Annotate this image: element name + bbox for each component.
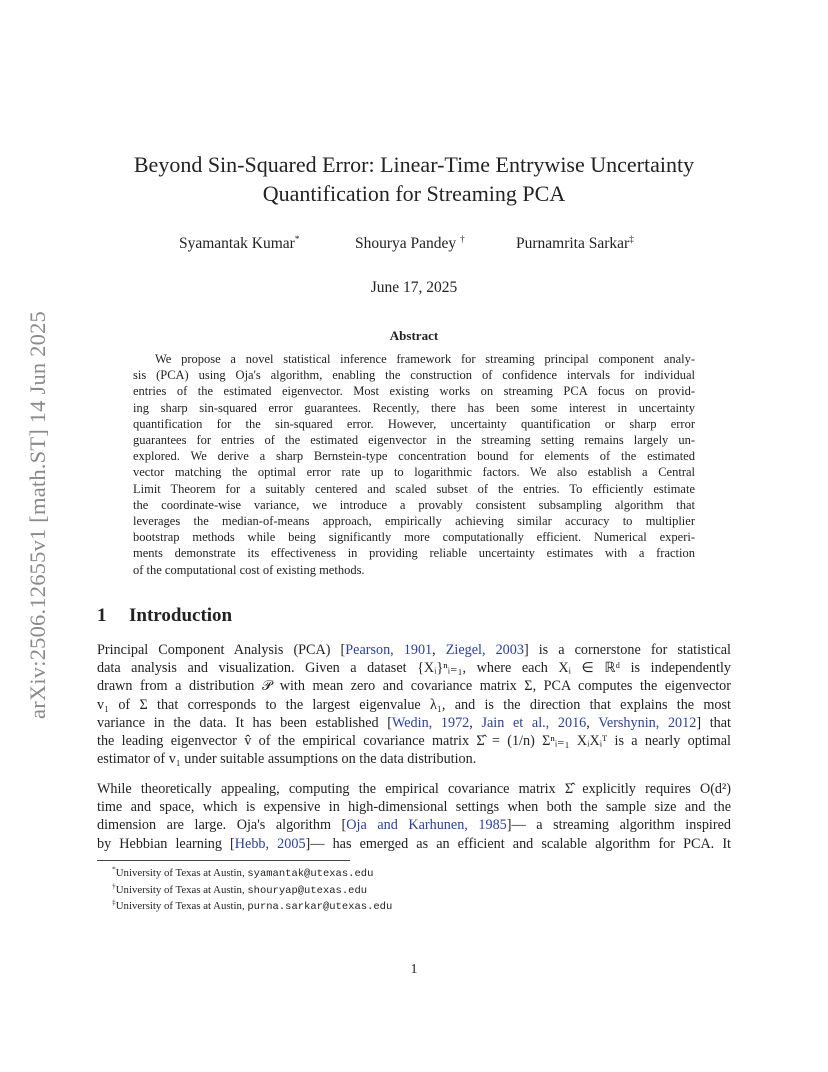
intro-paragraph-2 [97, 780, 731, 853]
abstract-line: quantification for the sin-squared error. However, uncertainty quantification or sharp error [133, 416, 695, 431]
author-name: Syamantak Kumar [179, 235, 295, 252]
abstract-line: entries of the estimated eigenvector. Most existing works on streaming PCA focus on provid- [133, 384, 695, 399]
footnote-affiliation: University of Texas at Austin, [115, 883, 248, 896]
paper-title [97, 150, 731, 208]
abstract-line: ments demonstrate its effectiveness in providing reliable uncertainty estimates with a fraction [133, 546, 695, 561]
author-name: Purnamrita Sarkar [516, 235, 630, 252]
footnotes [112, 866, 712, 916]
paragraph-line [97, 835, 731, 853]
abstract-line: sis (PCA) using Oja's algorithm, enabling the construction of confidence intervals for individual [133, 368, 695, 383]
paragraph-line: While theoretically appealing, computing the empirical covariance matrix Σ̂ explicitly requires O(d²) [97, 781, 731, 797]
citation-link[interactable]: Hebb, 2005 [234, 835, 306, 852]
citation-link[interactable]: Jain et al., 2016 [481, 714, 587, 731]
author-name: Shourya Pandey [355, 235, 457, 252]
paragraph-line: drawn from a distribution 𝒫 with mean zero and covariance matrix Σ, PCA computes the eigenvector [97, 678, 731, 695]
text-run: ]— has emerged as an efficient and scalable algorithm for PCA. It [305, 835, 732, 852]
citation-link[interactable]: Oja and Karhunen, 1985 [346, 817, 507, 834]
author-footnote-mark[interactable]: † [460, 234, 465, 245]
citation-link[interactable]: Ziegel, 2003 [445, 642, 524, 658]
page-number: 1 [410, 962, 418, 977]
author [355, 235, 465, 253]
abstract-line: vector matching the optimal error rate up to logarithmic factors. We also establish a Central [133, 465, 695, 480]
section-title: Introduction [129, 605, 233, 626]
footnote [112, 880, 712, 900]
text-run: ]— a streaming algorithm inspired [506, 817, 731, 834]
abstract-body [133, 351, 695, 578]
abstract-line: of the computational cost of existing methods. [133, 562, 365, 577]
abstract-line: Limit Theorem for a suitably centered and scaled subset of the entries. To efficiently estimate [133, 481, 695, 496]
paragraph-line [97, 641, 731, 659]
paragraph-line: the leading eigenvector v̂ of the empirical covariance matrix Σ̂ = (1/n) Σⁿᵢ₌₁ XᵢXᵢᵀ is a nearly optimal [97, 733, 731, 750]
paragraph-line: data analysis and visualization. Given a dataset {Xᵢ}ⁿᵢ₌₁, where each Xᵢ ∈ ℝᵈ is independently [97, 660, 731, 677]
citation-link[interactable]: Wedin, 1972 [392, 714, 470, 731]
paragraph-line: estimator of v₁ under suitable assumptions on the data distribution. [97, 751, 477, 768]
publication-date: June 17, 2025 [370, 279, 458, 296]
text-run: by Hebbian learning [ [97, 835, 235, 852]
author-footnote-mark[interactable]: ‡ [629, 234, 634, 245]
text-run: ] is a cornerstone for statistical [523, 642, 731, 658]
footnote-affiliation: University of Texas at Austin, [115, 900, 248, 912]
abstract-line: explored. We derive a sharp Bernstein-type concentration bound for elements of the estimated [133, 449, 695, 464]
footnote-mark: * [112, 864, 116, 874]
intro-paragraph-1 [97, 641, 731, 768]
title-line: Quantification for Streaming PCA [262, 181, 566, 206]
text-run: variance in the data. It has been established [ [97, 714, 392, 731]
arxiv-identifier-text: arXiv:2506.12655v1 [math.ST] 14 Jun 2025 [25, 311, 50, 719]
author [179, 235, 300, 253]
abstract-heading: Abstract [389, 328, 439, 343]
arxiv-identifier-stamp [18, 290, 58, 740]
author-list [170, 235, 670, 257]
section-number: 1 [97, 605, 107, 626]
footnote [112, 899, 712, 916]
paragraph-line: variance in the data. It has been established [Wedin, 1972, Jain et al., 2016, Vershynin, 2012] that [97, 714, 732, 731]
text-run: dimension are large. Oja's algorithm [ [97, 817, 347, 834]
footnote [112, 866, 712, 883]
abstract-line: ing sharp sin-squared error guarantees. Recently, there has been some interest in uncertainty [133, 400, 695, 415]
citation-link[interactable]: Vershynin, 2012 [598, 714, 697, 731]
footnote-divider [97, 860, 350, 861]
footnote-affiliation: University of Texas at Austin, [115, 867, 248, 879]
paragraph-line [97, 816, 731, 834]
abstract-line: the coordinate-wise variance, we introduce a provably consistent subsampling algorithm that [133, 497, 695, 512]
text-run: ] that [696, 714, 732, 731]
paragraph-line: v₁ of Σ that corresponds to the largest eigenvalue λ₁, and is the direction that explains the most [97, 696, 731, 713]
title-line: Beyond Sin-Squared Error: Linear-Time Entrywise Uncertainty [133, 152, 695, 177]
email-link[interactable]: purna.sarkar@utexas.edu [247, 901, 393, 913]
email-link[interactable]: syamantak@utexas.edu [247, 868, 374, 880]
section-heading-introduction [97, 605, 232, 627]
text-run: Principal Component Analysis (PCA) [ [97, 642, 346, 658]
abstract-line: guarantees for entries of the estimated eigenvector in the streaming setting remains largely un- [133, 433, 695, 448]
abstract-line: We propose a novel statistical inference framework for streaming principal component analy- [155, 352, 695, 366]
paragraph-line: time and space, which is expensive in high-dimensional settings when both the sample size and the [97, 799, 731, 816]
footnote-mark: † [112, 880, 116, 890]
abstract-line: bootstrap methods while being significantly more computationally efficient. Numerical experi- [133, 530, 695, 545]
email-link[interactable]: shouryap@utexas.edu [247, 884, 368, 897]
abstract-line: leverages the median-of-means approach, empirically achieving similar accuracy to multiplier [133, 514, 695, 529]
author [516, 235, 634, 253]
citation-link[interactable]: Pearson, 1901 [345, 642, 433, 658]
text-run: , [432, 642, 446, 658]
author-footnote-mark[interactable]: * [294, 234, 300, 245]
footnote-mark: ‡ [112, 897, 116, 907]
